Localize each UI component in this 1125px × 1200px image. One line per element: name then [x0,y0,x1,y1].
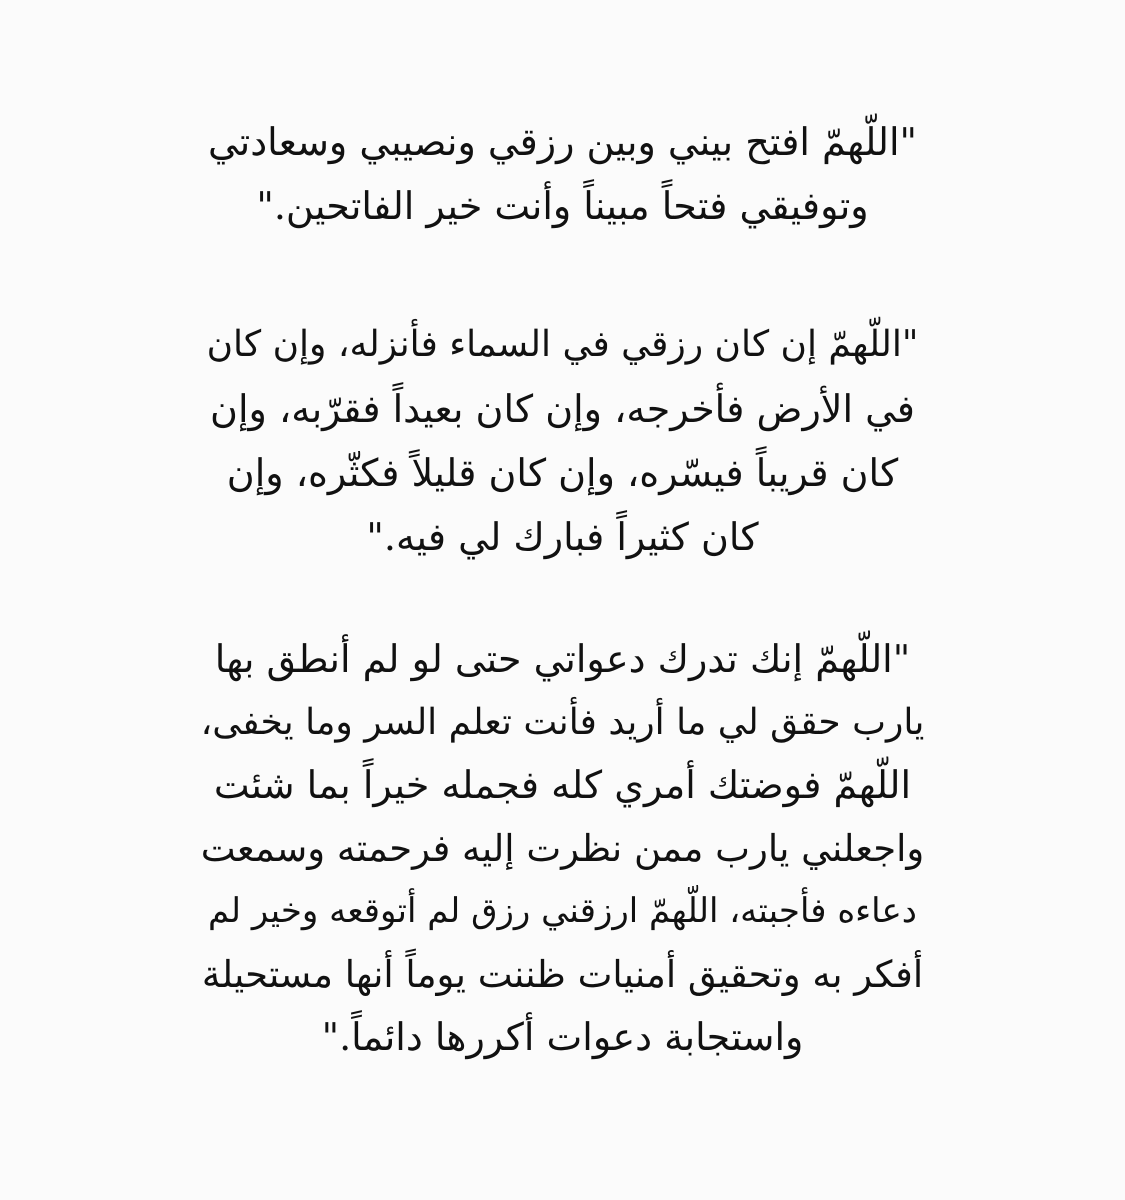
text-line: واستجابة دعوات أكررها دائماً." [321,1015,804,1059]
duaa-paragraph-3 [200,628,925,1069]
text-line: كان قريباً فيسّره، وإن كان قليلاً فكثّره، وإن [226,451,899,495]
text-line: "اللّهمّ إن كان رزقي في السماء فأنزله، وإن كان [206,324,919,365]
text-line: واجعلني يارب ممن نظرت إليه فرحمته وسمعت [200,827,925,870]
duaa-paragraph-2 [200,313,925,569]
text-line: يارب حقق لي ما أريد فأنت تعلم السر وما يخفى، [200,702,925,743]
text-line: كان كثيراً فبارك لي فيه." [366,515,759,559]
text-line: وتوفيقي فتحاً مبيناً وأنت خير الفاتحين." [256,184,869,228]
text-line: في الأرض فأخرجه، وإن كان بعيداً فقرّبه، وإن [210,387,915,431]
duaa-paragraph-1 [200,110,925,238]
text-line: أفكر به وتحقيق أمنيات ظننت يوماً أنها مستحيلة [201,953,924,996]
text-line: دعاءه فأجبته، اللّهمّ ارزقني رزق لم أتوقعه وخير لم [208,891,917,931]
text-line: "اللّهمّ افتح بيني وبين رزقي ونصيبي وسعادتي [208,120,917,164]
text-line: اللّهمّ فوضتك أمري كله فجمله خيراً بما شئت [213,763,912,807]
text-line: "اللّهمّ إنك تدرك دعواتي حتى لو لم أنطق بها [214,637,911,681]
